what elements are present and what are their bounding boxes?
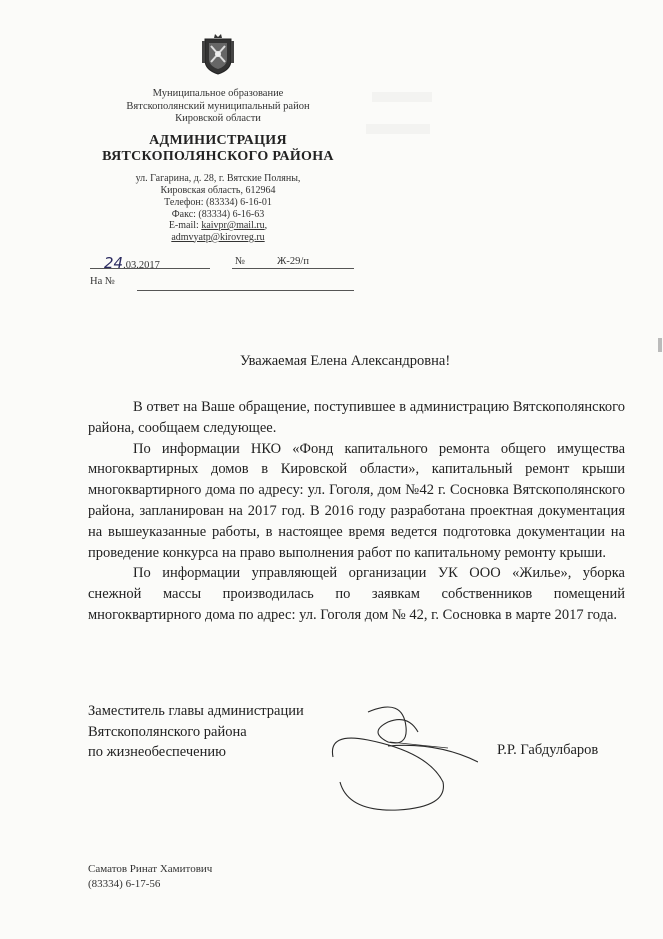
title-line: ВЯТСКОПОЛЯНСКОГО РАЙОНА bbox=[102, 149, 334, 164]
contacts-block bbox=[85, 197, 351, 243]
fax-text: Факс: (83334) 6-16-63 bbox=[171, 208, 265, 220]
letter-body bbox=[88, 397, 625, 626]
date-underline bbox=[90, 268, 210, 269]
signer-position bbox=[88, 701, 304, 763]
handwritten-signature bbox=[328, 702, 478, 822]
phone-text: Телефон: (83334) 6-16-01 bbox=[164, 197, 272, 208]
address-line: ул. Гагарина, д. 28, г. Вятские Поляны, bbox=[135, 173, 301, 184]
date-printed: .03.2017 bbox=[123, 260, 160, 271]
redacted-recipient bbox=[366, 124, 430, 134]
executor-phone: (83334) 6-17-56 bbox=[88, 878, 161, 890]
email-label: E-mail: bbox=[168, 220, 202, 231]
title-line: АДМИНИСТРАЦИЯ bbox=[149, 133, 287, 148]
email-line bbox=[85, 220, 351, 232]
body-paragraph: По информации НКО «Фонд капитального ремонта общего имущества многоквартирных домов в Кировской области», капитальный ремонт крыши многоквартирного дома по адресу: ул. Гоголя, дом №42 г. Сосновка Вятскополянского района, запланирован на 2017 год. В 2016 году разработана проектная документация на вышеуказанные работы, в настоящее время ведется подготовка документации на проведение конкурса на право выполнения работ по капитальному ремонту крыши. bbox=[88, 440, 625, 561]
org-line: Вятскополянский муниципальный район bbox=[126, 100, 310, 112]
administration-title bbox=[85, 133, 351, 165]
address-block bbox=[85, 173, 351, 196]
handwritten-day: 24 bbox=[104, 254, 124, 272]
email-link-2[interactable]: admvyatp@kirovreg.ru bbox=[171, 231, 265, 243]
outgoing-number: Ж-29/п bbox=[277, 256, 309, 267]
reference-label: На № bbox=[90, 276, 115, 287]
org-line: Кировской области bbox=[175, 113, 261, 124]
number-underline bbox=[232, 268, 354, 269]
signer-name: Р.Р. Габдулбаров bbox=[497, 742, 599, 758]
redacted-recipient bbox=[372, 92, 432, 102]
reference-underline bbox=[137, 290, 354, 291]
executor-info bbox=[88, 862, 212, 892]
executor-name: Саматов Ринат Хамитович bbox=[88, 863, 213, 875]
number-sign: № bbox=[235, 256, 246, 267]
email-link-1[interactable]: kaivpr@mail.ru bbox=[201, 220, 265, 231]
position-line: Вятскополянского района bbox=[88, 723, 247, 740]
position-line: по жизнеобеспечению bbox=[88, 744, 226, 760]
organization-header bbox=[85, 88, 351, 126]
body-paragraph: В ответ на Ваше обращение, поступившее в администрацию Вятскополянского района, сообщаем следующее. bbox=[88, 399, 625, 436]
address-line: Кировская область, 612964 bbox=[160, 184, 276, 196]
body-paragraph: По информации управляющей организации УК ООО «Жилье», уборка снежной массы производилась по заявкам собственников помещений многоквартирного дома по адрес: ул. Гоголя дом № 42, г. Сосновка в марте 2017 года. bbox=[88, 565, 625, 623]
org-line: Муниципальное образование bbox=[152, 88, 284, 99]
scan-edge-mark bbox=[658, 338, 662, 352]
salutation: Уважаемая Елена Александровна! bbox=[240, 353, 451, 369]
position-line: Заместитель главы администрации bbox=[88, 703, 304, 719]
coat-of-arms-icon bbox=[201, 32, 235, 76]
email-separator: , bbox=[264, 220, 268, 231]
